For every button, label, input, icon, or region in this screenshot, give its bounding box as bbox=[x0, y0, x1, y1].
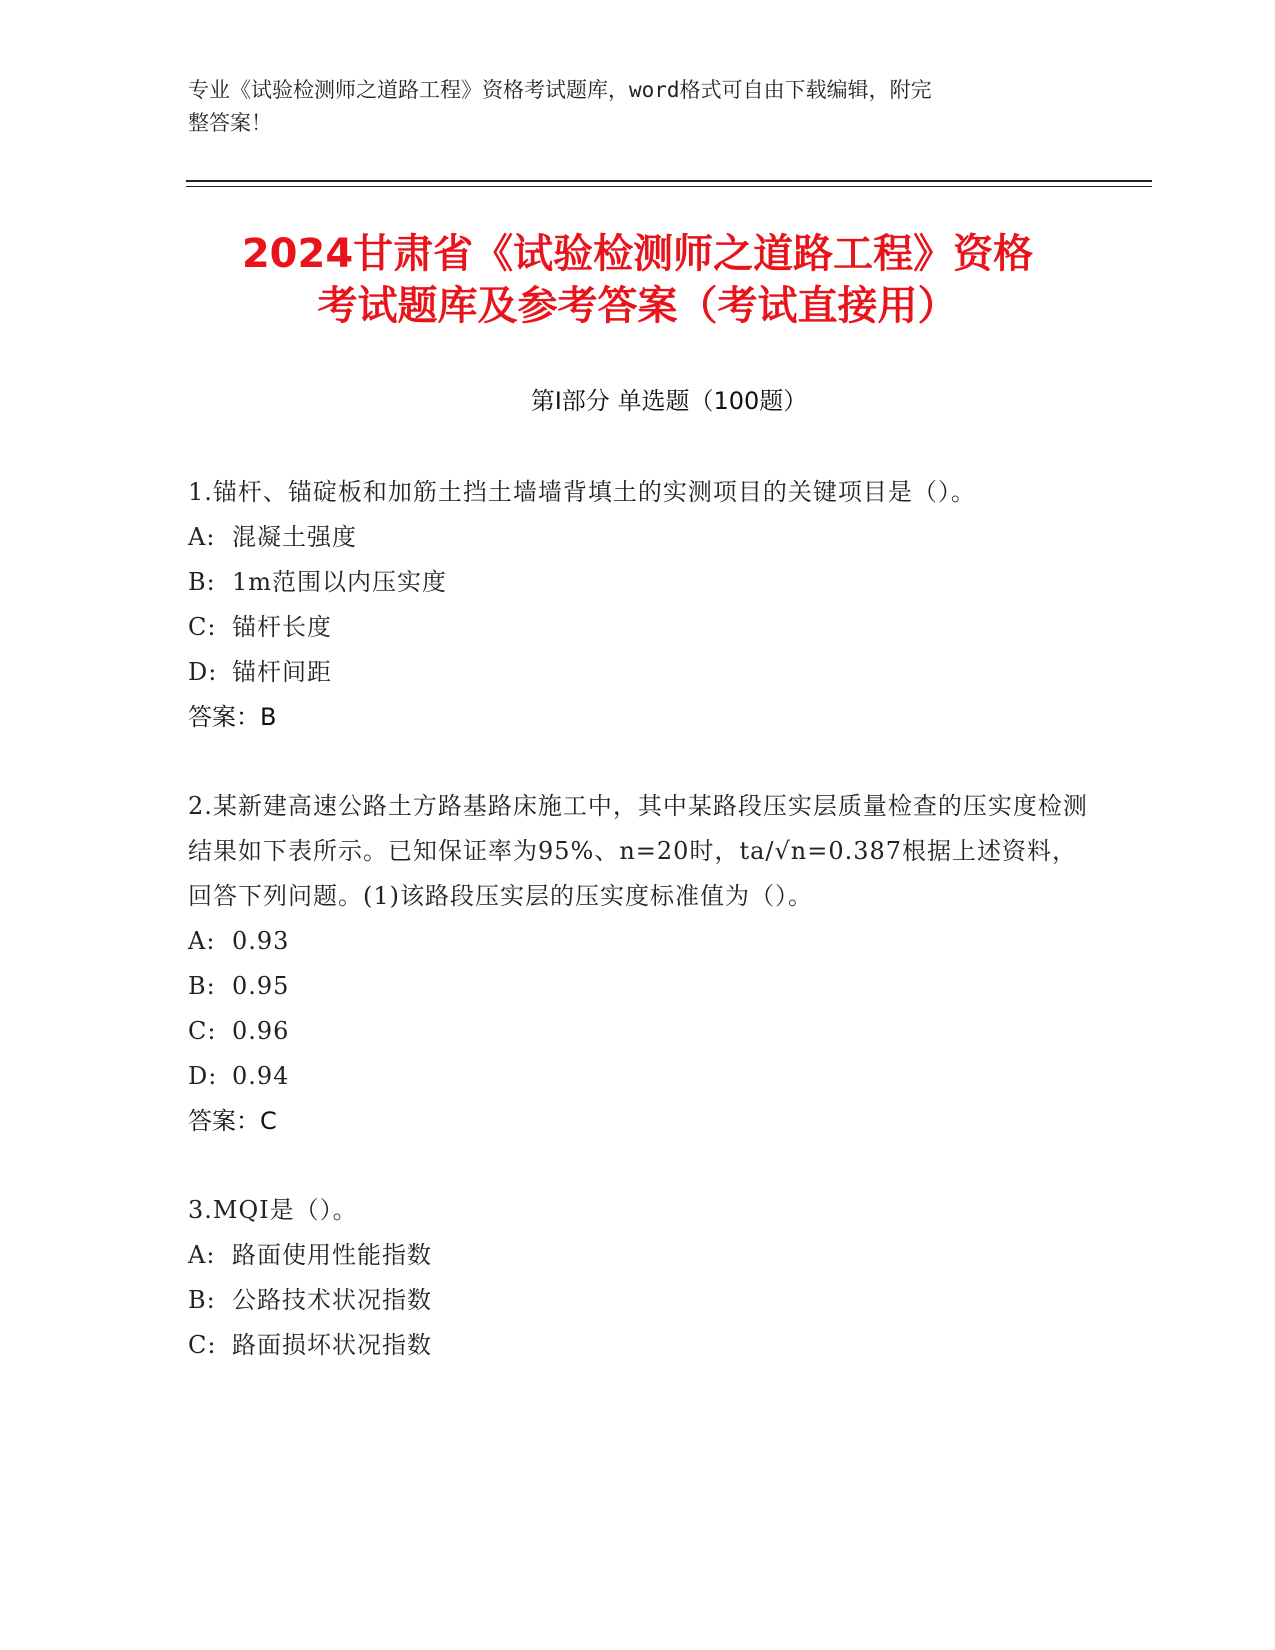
option-text: 0.94 bbox=[232, 1062, 290, 1090]
option-letter: A: bbox=[188, 1241, 216, 1269]
header-note bbox=[188, 74, 1088, 140]
answer: 答案：B bbox=[188, 703, 277, 731]
option-text: 1m范围以内压实度 bbox=[232, 568, 448, 596]
option-letter: C: bbox=[188, 1017, 217, 1045]
option-text: 路面损坏状况指数 bbox=[232, 1331, 432, 1359]
option-letter: B: bbox=[188, 1286, 216, 1314]
question-stem: 3.MQI是（）。 bbox=[188, 1196, 358, 1224]
header-note-line-1: 专业《试验检测师之道路工程》资格考试题库，word格式可自由下载编辑，附完 bbox=[188, 78, 932, 102]
section-title: 第Ⅰ部分 单选题（100题） bbox=[530, 387, 808, 415]
option-a bbox=[188, 515, 1088, 560]
option-letter: A: bbox=[188, 927, 216, 955]
header-divider-thick bbox=[186, 180, 1152, 182]
option-text: 0.96 bbox=[232, 1017, 290, 1045]
option-letter: D: bbox=[188, 658, 218, 686]
answer: 答案：C bbox=[188, 1107, 277, 1135]
header-note-line-2: 整答案！ bbox=[188, 111, 272, 135]
option-letter: C: bbox=[188, 1331, 217, 1359]
option-text: 公路技术状况指数 bbox=[232, 1286, 432, 1314]
option-letter: B: bbox=[188, 568, 216, 596]
option-d bbox=[188, 1054, 1088, 1099]
option-text: 0.93 bbox=[232, 927, 290, 955]
option-letter: D: bbox=[188, 1062, 218, 1090]
document-title bbox=[150, 228, 1125, 332]
option-c bbox=[188, 605, 1088, 650]
question-list bbox=[188, 470, 1088, 1412]
option-letter: A: bbox=[188, 523, 216, 551]
option-b bbox=[188, 964, 1088, 1009]
option-b bbox=[188, 1278, 1088, 1323]
option-text: 0.95 bbox=[232, 972, 290, 1000]
document-title-line-2: 考试题库及参考答案（考试直接用） bbox=[317, 283, 958, 329]
option-letter: C: bbox=[188, 613, 217, 641]
question-1 bbox=[188, 470, 1088, 740]
question-2 bbox=[188, 784, 1088, 1144]
option-c bbox=[188, 1323, 1088, 1368]
question-stem: 2.某新建高速公路土方路基路床施工中，其中某路段压实层质量检查的压实度检测结果如下表所示。已知保证率为95%、n=20时，ta/√n=0.387根据上述资料，回答下列问题。(1)该路段压实层的压实度标准值为（）。 bbox=[188, 792, 1088, 910]
question-3 bbox=[188, 1188, 1088, 1368]
option-text: 路面使用性能指数 bbox=[232, 1241, 432, 1269]
document-title-line-1: 2024甘肃省《试验检测师之道路工程》资格 bbox=[241, 231, 1034, 277]
option-b bbox=[188, 560, 1088, 605]
option-a bbox=[188, 919, 1088, 964]
option-d bbox=[188, 650, 1088, 695]
option-text: 锚杆间距 bbox=[232, 658, 332, 686]
option-text: 锚杆长度 bbox=[232, 613, 332, 641]
header-divider-thin bbox=[186, 186, 1152, 187]
option-c bbox=[188, 1009, 1088, 1054]
question-stem: 1.锚杆、锚碇板和加筋土挡土墙墙背填土的实测项目的关键项目是（）。 bbox=[188, 478, 976, 506]
option-text: 混凝土强度 bbox=[232, 523, 357, 551]
option-letter: B: bbox=[188, 972, 216, 1000]
option-a bbox=[188, 1233, 1088, 1278]
